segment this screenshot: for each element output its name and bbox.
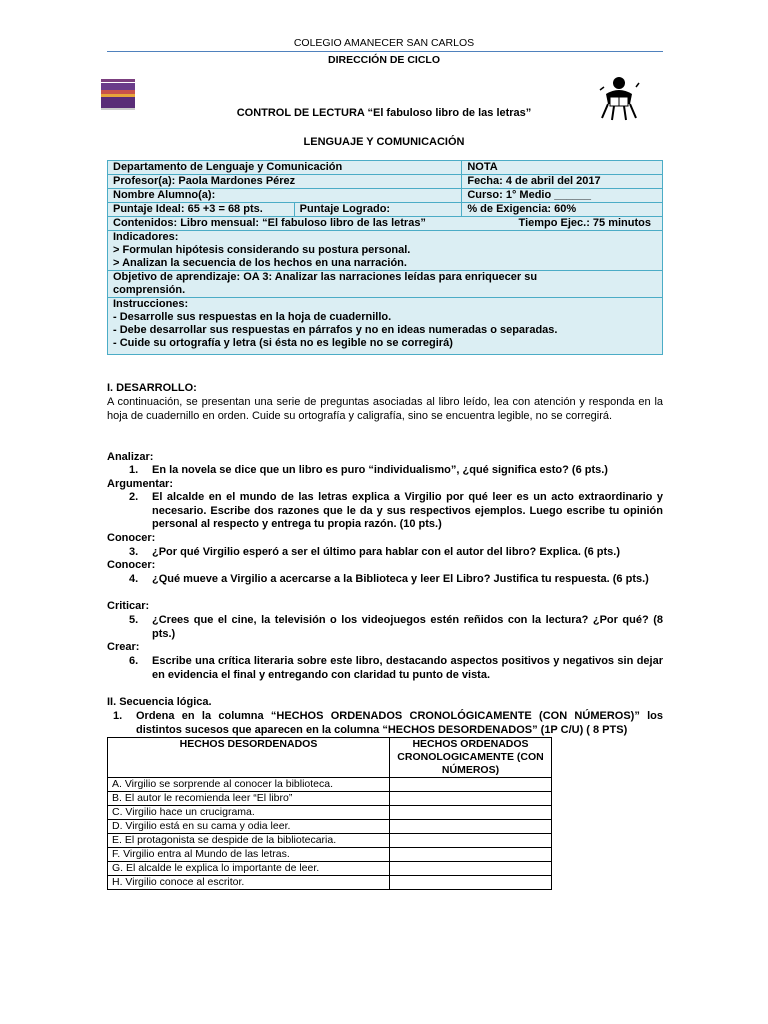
order-answer-cell[interactable] (390, 820, 552, 834)
skill-label: Conocer: (107, 559, 156, 571)
order-answer-cell[interactable] (390, 834, 552, 848)
student-name-cell: Nombre Alumno(a): (108, 189, 462, 203)
order-answer-cell[interactable] (390, 778, 552, 792)
info-table (107, 160, 663, 355)
section-1-title: I. DESARROLLO: (107, 382, 197, 394)
skill-label: Conocer: (107, 532, 156, 544)
indicator-item: > Analizan la secuencia de los hechos en una narración. (113, 257, 407, 269)
ideal-score-cell: Puntaje Ideal: 65 +3 = 68 pts. (108, 203, 295, 217)
instruction-number: 1. (113, 710, 123, 722)
column-header-ordered: HECHOS ORDENADOS CRONOLOGICAMENTE (CON NÚMEROS) (390, 738, 552, 778)
direction-label: DIRECCIÓN DE CICLO (327, 54, 440, 66)
sequence-table (107, 737, 552, 890)
skill-label: Criticar: (107, 600, 150, 612)
question-number: 5. (129, 614, 139, 626)
time-text: Tiempo Ejec.: 75 minutos (518, 217, 651, 229)
skill-label: Argumentar: (107, 478, 174, 490)
event-cell: F. Virgilio entra al Mundo de las letras. (108, 848, 390, 862)
question-text: ¿Crees que el cine, la televisión o los videojuegos estén reñidos con la lectura? ¿Por qué? (8 pts.) (152, 614, 663, 640)
indicator-item: > Formulan hipótesis considerando su postura personal. (113, 244, 411, 256)
section-2-title: II. Secuencia lógica. (107, 696, 212, 708)
question-number: 2. (129, 491, 139, 503)
event-cell: B. El autor le recomienda leer “El libro” (108, 792, 390, 806)
school-name: COLEGIO AMANECER SAN CARLOS (293, 37, 475, 49)
question-text: ¿Qué mueve a Virgilio a acercarse a la Biblioteca y leer El Libro? Justifica tu respuesta. (6 pts.) (152, 573, 649, 585)
question-4 (107, 573, 663, 601)
order-answer-cell[interactable] (390, 862, 552, 876)
question-number: 1. (129, 464, 139, 476)
event-cell: H. Virgilio conoce al escritor. (108, 876, 390, 890)
question-6 (107, 655, 663, 683)
order-answer-cell[interactable] (390, 792, 552, 806)
objective-cell: Objetivo de aprendizaje: OA 3: Analizar las narraciones leídas para enriquecer su comprensión. (108, 271, 663, 298)
course-cell: Curso: 1° Medio ______ (462, 189, 663, 203)
teacher-cell: Profesor(a): Paola Mardones Pérez (108, 175, 462, 189)
question-2 (107, 491, 663, 533)
question-number: 6. (129, 655, 139, 667)
question-text: Escribe una crítica literaria sobre este libro, destacando aspectos positivos y negativos sin dejar en evidencia el final y entregando con claridad tu punto de vista. (152, 655, 663, 681)
event-cell: G. El alcalde le explica lo importante de leer. (108, 862, 390, 876)
nota-cell: NOTA (462, 161, 663, 175)
event-cell: D. Virgilio está en su cama y odia leer. (108, 820, 390, 834)
event-cell: A. Virgilio se sorprende al conocer la biblioteca. (108, 778, 390, 792)
contents-cell (108, 217, 663, 231)
exigency-cell: % de Exigencia: 60% (462, 203, 663, 217)
event-cell: C. Virgilio hace un crucigrama. (108, 806, 390, 820)
skill-label: Analizar: (107, 451, 154, 463)
question-text: ¿Por qué Virgilio esperó a ser el último para hablar con el autor del libro? Explica. (6 pts.) (152, 546, 621, 558)
event-cell: E. El protagonista se despide de la bibliotecaria. (108, 834, 390, 848)
contents-text: Contenidos: Libro mensual: “El fabuloso libro de las letras” (113, 217, 426, 229)
section-1-intro: A continuación, se presentan una serie de preguntas asociadas al libro leído, lea con atención y responda en la hoja de cuadernillo en orden. Cuide su ortografía y caligrafía, sino se encuentra legible, no se corregirá. (107, 396, 663, 422)
order-answer-cell[interactable] (390, 876, 552, 890)
indicators-cell (108, 231, 663, 271)
instruction-item: - Debe desarrollar sus respuestas en párrafos y no en ideas numeradas o separadas. (113, 324, 558, 336)
section-2-instruction (107, 710, 663, 738)
skill-label: Crear: (107, 641, 140, 653)
document-title: CONTROL DE LECTURA “El fabuloso libro de las letras” (236, 107, 532, 119)
question-5 (107, 614, 663, 642)
question-number: 4. (129, 573, 139, 585)
achieved-score-cell: Puntaje Logrado: (294, 203, 462, 217)
instructions-title: Instrucciones: (113, 298, 189, 310)
question-1 (107, 464, 663, 478)
instruction-text: Ordena en la columna “HECHOS ORDENADOS CRONOLÓGICAMENTE (CON NÚMEROS)” los distintos sucesos que aparecen en la columna “HECHOS DESORDENADOS” (1P C/U) ( 8 PTS) (136, 710, 663, 736)
order-answer-cell[interactable] (390, 848, 552, 862)
question-text: El alcalde en el mundo de las letras explica a Virgilio por qué leer es un acto extraordinario y necesario. Escribe dos razones que le da y sus respectivos ejemplos. Luego escribe tu opinión personal al respecto y entrega tu propia razón. (10 pts.) (152, 491, 663, 530)
instruction-item: - Cuide su ortografía y letra (si ésta no es legible no se corregirá) (113, 337, 453, 349)
date-cell: Fecha: 4 de abril del 2017 (462, 175, 663, 189)
indicators-title: Indicadores: (113, 231, 179, 243)
instructions-cell (108, 298, 663, 355)
question-3 (107, 546, 663, 560)
question-text: En la novela se dice que un libro es puro “individualismo”, ¿qué significa esto? (6 pts.) (152, 464, 608, 476)
column-header-unordered: HECHOS DESORDENADOS (108, 738, 390, 778)
subject-title: LENGUAJE Y COMUNICACIÓN (303, 136, 465, 148)
question-number: 3. (129, 546, 139, 558)
instruction-item: - Desarrolle sus respuestas en la hoja de cuadernillo. (113, 311, 392, 323)
header-divider (107, 51, 663, 52)
order-answer-cell[interactable] (390, 806, 552, 820)
department-cell: Departamento de Lenguaje y Comunicación (108, 161, 462, 175)
